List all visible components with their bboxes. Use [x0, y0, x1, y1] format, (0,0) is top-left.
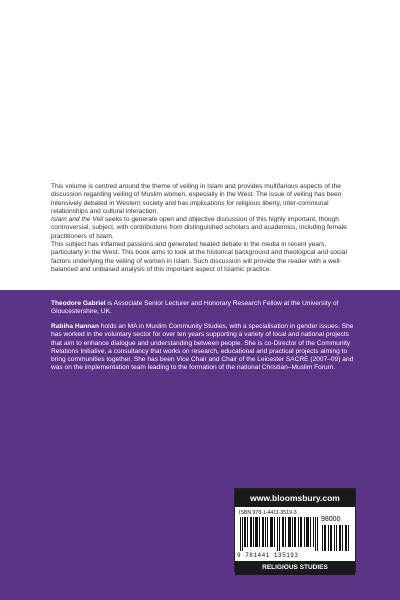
- price-barcode-icon: [321, 525, 351, 551]
- description-block: [51, 183, 359, 274]
- barcode-icon: [239, 517, 319, 551]
- publisher-url[interactable]: www.bloomsbury.com: [235, 489, 355, 507]
- author-name-hannan: Rabiha Hannan: [51, 323, 99, 330]
- isbn-label: ISBN 978-1-4411-3519-3: [239, 510, 297, 516]
- author-bio-hannan-text: holds an MA in Muslim Community Studies, with a specialisation in gender issues. She has worked in the voluntary sector for over ten years supporting a variety of local and national projects that aim to enhance dialogue and understanding between people. She is co-Director of the Community Relations Initiative, a consultancy that works on research, educational and practical projects aiming to bring communities together. She has been Vice Chair and Chair of the Leicester SACRE (2007–09) and was on the implementation team leading to the formation of the national Christian–Muslim Forum.: [51, 323, 354, 372]
- barcode-number: 9 781441 135193: [237, 552, 299, 559]
- subject-category: RELIGIOUS STUDIES: [235, 561, 355, 575]
- price-code: 98000: [321, 516, 341, 523]
- description-paragraph-2: [51, 216, 359, 241]
- barcode-panel: [234, 488, 356, 572]
- description-paragraph-3: This subject has inflamed passions and generated heated debate in the media in recent years, particularly in the West. This book aims to look at the historical background and theological and social factors underlying the veiling of women in Islam. Such discussion will provide the reader with a well-balanced and unbiased analysis of this important aspect of Islamic practice.: [51, 241, 347, 273]
- description-paragraph-1: This volume is centred around the theme of veiling in Islam and provides multifarious aspects of the discussion regarding veiling of Muslim women, especially in the West. The issue of veiling has been intensively debated in Western society and has implications for religious liberty, inter-communal relationships and cultural interaction.: [51, 183, 342, 215]
- author-bio-gabriel: [51, 300, 361, 317]
- description-paragraph-2-text: seeks to generate open and objective discussion of this highly important, though controversial, subject, with contributions from distinguished scholars and academics, including female practitioners of Islam.: [51, 216, 347, 240]
- book-title-italic: Islam and the Veil: [51, 216, 104, 224]
- author-name-gabriel: Theodore Gabriel: [51, 300, 106, 307]
- author-bio-hannan: [51, 323, 361, 373]
- author-bio-gabriel-text: is Associate Senior Lecturer and Honorary Research Fellow at the University of Gloucestershire, UK.: [51, 300, 339, 316]
